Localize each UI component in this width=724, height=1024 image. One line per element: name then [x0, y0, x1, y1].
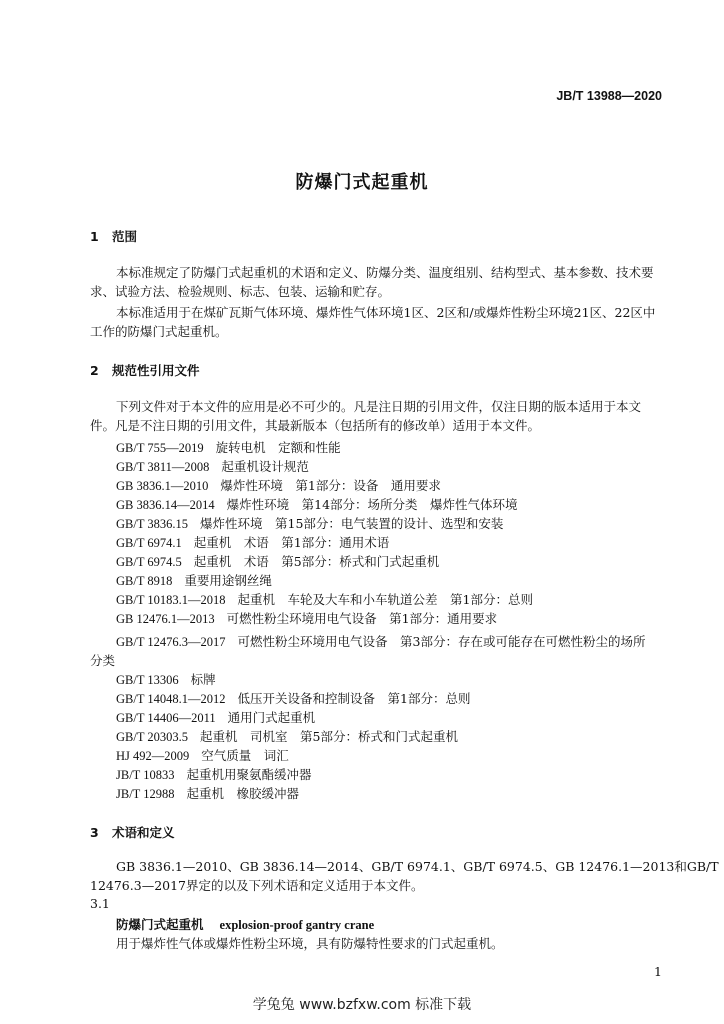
reference-item	[116, 632, 645, 652]
page-number: 1	[654, 964, 662, 979]
scope-paragraph-1: 本标准规定了防爆门式起重机的术语和定义、防爆分类、温度组别、结构型式、基本参数、技术要求、试验方法、检验规则、标志、包装、运输和贮存。	[90, 265, 654, 299]
reference-title: 标牌	[190, 672, 216, 687]
reference-title: 空气质量 词汇	[201, 748, 289, 763]
reference-code: JB/T 12988	[116, 787, 175, 801]
reference-code: GB/T 6974.1	[116, 536, 182, 550]
reference-code: GB/T 14406—2011	[116, 711, 216, 725]
reference-title: 低压开关设备和控制设备 第1部分：总则	[237, 691, 471, 706]
reference-title: 可燃性粉尘环境用电气设备 第1部分：通用要求	[226, 611, 498, 626]
reference-code: JB/T 10833	[116, 768, 175, 782]
section-title: 术语和定义	[112, 825, 175, 840]
references-intro: 下列文件对于本文件的应用是必不可少的。凡是注日期的引用文件，仅注日期的版本适用于本文件。凡是不注日期的引用文件，其最新版本（包括所有的修改单）适用于本文件。	[90, 399, 642, 433]
reference-title: 爆炸性环境 第1部分：设备 通用要求	[220, 478, 441, 493]
section-2-heading	[90, 361, 200, 379]
standard-code: JB/T 13988—2020	[556, 89, 662, 103]
section-number: 2	[90, 363, 99, 378]
terms-intro-line-2: 12476.3—2017界定的以及下列术语和定义适用于本文件。	[90, 878, 424, 893]
reference-code: GB/T 12476.3—2017	[116, 635, 226, 649]
reference-code: GB/T 10183.1—2018	[116, 593, 226, 607]
section-number: 1	[90, 229, 99, 244]
reference-title: 起重机用聚氨酯缓冲器	[186, 767, 312, 782]
reference-item	[116, 689, 470, 709]
reference-item	[116, 746, 289, 766]
reference-title: 爆炸性环境 第15部分：电气装置的设计、选型和安装	[200, 516, 504, 531]
reference-item	[116, 727, 458, 747]
reference-title: 起重机 司机室 第5部分：桥式和门式起重机	[200, 729, 458, 744]
reference-item	[116, 514, 503, 534]
terms-intro-line-1: GB 3836.1—2010、GB 3836.14—2014、GB/T 6974.1、GB/T 6974.5、GB 12476.1—2013和GB/T	[116, 859, 719, 874]
reference-code: GB/T 8918	[116, 574, 173, 588]
reference-title: 起重机 车轮及大车和小车轨道公差 第1部分：总则	[237, 592, 533, 607]
reference-item	[116, 533, 389, 553]
document-title: 防爆门式起重机	[295, 172, 429, 193]
term-english: explosion-proof gantry crane	[219, 918, 375, 932]
reference-code: GB/T 13306	[116, 673, 179, 687]
reference-code: GB 3836.1—2010	[116, 479, 209, 493]
reference-item	[116, 571, 272, 591]
reference-title: 可燃性粉尘环境用电气设备 第3部分：存在或可能存在可燃性粉尘的场所	[237, 634, 646, 649]
reference-item	[116, 495, 518, 515]
reference-title: 起重机 术语 第1部分：通用术语	[193, 535, 390, 550]
term-definition: 用于爆炸性气体或爆炸性粉尘环境，具有防爆特性要求的门式起重机。	[116, 936, 504, 951]
reference-code: HJ 492—2009	[116, 749, 190, 763]
reference-continuation: 分类	[90, 653, 116, 668]
section-title: 范围	[112, 229, 138, 244]
reference-item	[116, 438, 341, 458]
reference-item	[116, 765, 311, 785]
reference-title: 起重机设计规范	[221, 459, 309, 474]
reference-code: GB/T 3836.15	[116, 517, 188, 531]
reference-item	[116, 784, 299, 804]
footer-watermark: 学兔兔 www.bzfxw.com 标准下载	[252, 997, 472, 1013]
reference-title: 起重机 术语 第5部分：桥式和门式起重机	[193, 554, 440, 569]
term-chinese: 防爆门式起重机	[116, 917, 204, 932]
reference-title: 通用门式起重机	[227, 710, 316, 725]
reference-code: GB 12476.1—2013	[116, 612, 215, 626]
reference-code: GB/T 3811—2008	[116, 460, 210, 474]
section-number: 3	[90, 825, 99, 840]
reference-code: GB/T 14048.1—2012	[116, 692, 226, 706]
reference-title: 爆炸性环境 第14部分：场所分类 爆炸性气体环境	[226, 497, 518, 512]
reference-code: GB 3836.14—2014	[116, 498, 215, 512]
reference-item	[116, 590, 533, 610]
reference-item	[116, 476, 441, 496]
reference-title: 起重机 橡胶缓冲器	[186, 786, 299, 801]
clause-number: 3.1	[90, 896, 110, 911]
reference-item	[116, 708, 315, 728]
reference-item	[116, 552, 439, 572]
reference-item	[116, 609, 497, 629]
section-3-heading	[90, 823, 175, 841]
section-1-heading	[90, 227, 137, 245]
term-entry	[116, 915, 374, 933]
reference-code: GB/T 6974.5	[116, 555, 182, 569]
reference-item	[116, 670, 216, 690]
reference-title: 旋转电机 定额和性能	[215, 440, 341, 455]
reference-item	[116, 457, 309, 477]
reference-title: 重要用途钢丝绳	[184, 573, 272, 588]
reference-code: GB/T 755—2019	[116, 441, 204, 455]
reference-code: GB/T 20303.5	[116, 730, 188, 744]
section-title: 规范性引用文件	[112, 363, 200, 378]
scope-paragraph-2: 本标准适用于在煤矿瓦斯气体环境、爆炸性气体环境1区、2区和/或爆炸性粉尘环境21区、22区中工作的防爆门式起重机。	[90, 305, 656, 339]
